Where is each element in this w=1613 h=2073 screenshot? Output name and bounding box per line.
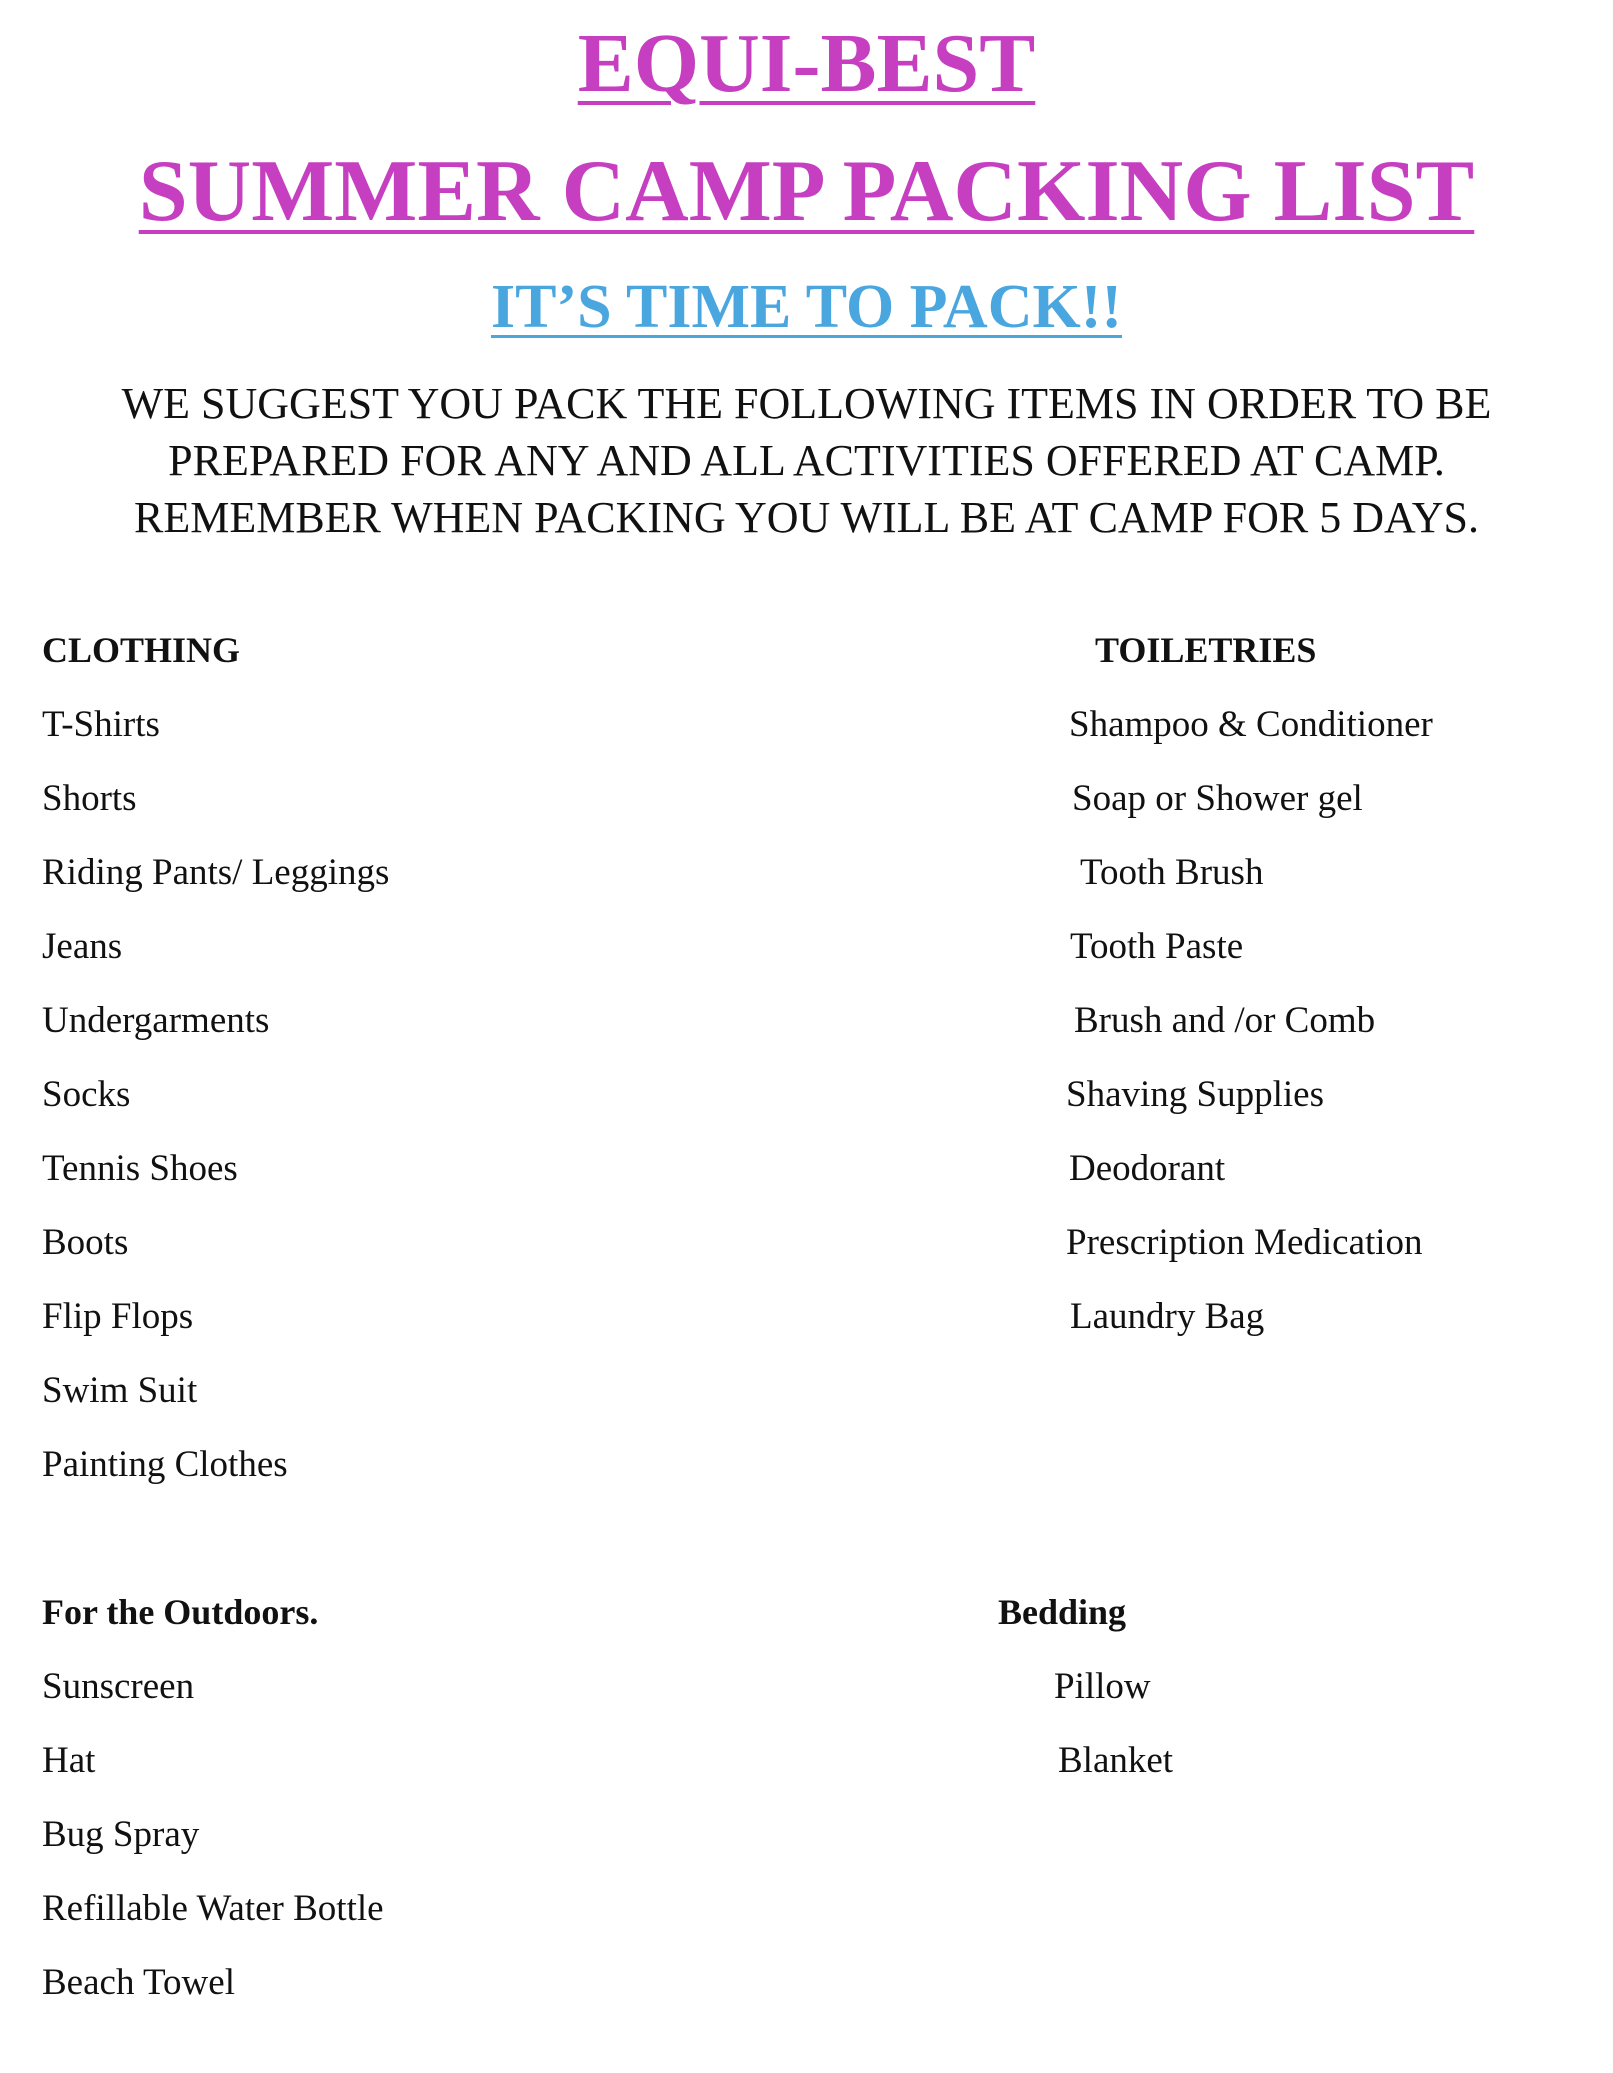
outdoors-item: Sunscreen [42, 1666, 195, 1707]
clothing-item: Jeans [42, 926, 123, 967]
page-title-text: SUMMER CAMP PACKING LIST [138, 143, 1475, 240]
outdoors-item: Refillable Water Bottle [42, 1888, 384, 1929]
toiletries-item: Soap or Shower gel [1072, 778, 1363, 819]
toiletries-list [1066, 688, 1433, 1354]
outdoors-item: Hat [42, 1740, 96, 1781]
bedding-item: Pillow [1054, 1666, 1151, 1707]
bedding-list [1054, 1650, 1173, 1798]
brand-title-text: EQUI-BEST [577, 17, 1036, 110]
clothing-item: Undergarments [42, 1000, 270, 1041]
toiletries-item: Shaving Supplies [1066, 1074, 1324, 1115]
clothing-heading: CLOTHING [42, 630, 241, 670]
clothing-item: Riding Pants/ Leggings [42, 852, 390, 893]
clothing-item: T-Shirts [42, 704, 160, 745]
intro-paragraph: WE SUGGEST YOU PACK THE FOLLOWING ITEMS IN ORDER TO BE PREPARED FOR ANY AND ALL ACTIVITIES OFFERED AT CAMP. REMEMBER WHEN PACKING YOU WILL BE AT CAMP FOR 5 DAYS. [121, 379, 1492, 542]
outdoors-list [42, 1650, 384, 2020]
bedding-heading: Bedding [998, 1592, 1127, 1632]
clothing-item: Swim Suit [42, 1370, 198, 1411]
subtitle [0, 273, 1613, 341]
brand-title [0, 17, 1613, 110]
toiletries-item: Tooth Paste [1070, 926, 1244, 967]
bedding-item: Blanket [1058, 1740, 1174, 1781]
toiletries-heading: TOILETRIES [1095, 630, 1317, 670]
outdoors-heading: For the Outdoors. [42, 1592, 319, 1632]
clothing-item: Painting Clothes [42, 1444, 288, 1485]
toiletries-item: Laundry Bag [1070, 1296, 1265, 1337]
clothing-item: Flip Flops [42, 1296, 194, 1337]
toiletries-item: Tooth Brush [1080, 852, 1264, 893]
outdoors-item: Beach Towel [42, 1962, 235, 2003]
toiletries-item: Shampoo & Conditioner [1069, 704, 1433, 745]
clothing-item: Tennis Shoes [42, 1148, 238, 1189]
clothing-list [42, 688, 389, 1502]
outdoors-item: Bug Spray [42, 1814, 200, 1855]
toiletries-item: Prescription Medication [1066, 1222, 1423, 1263]
subtitle-text: IT’S TIME TO PACK!! [490, 273, 1123, 341]
clothing-item: Socks [42, 1074, 131, 1115]
toiletries-item: Brush and /or Comb [1074, 1000, 1376, 1041]
page-title [0, 143, 1613, 240]
clothing-item: Shorts [42, 778, 137, 819]
toiletries-item: Deodorant [1069, 1148, 1226, 1189]
clothing-item: Boots [42, 1222, 129, 1263]
